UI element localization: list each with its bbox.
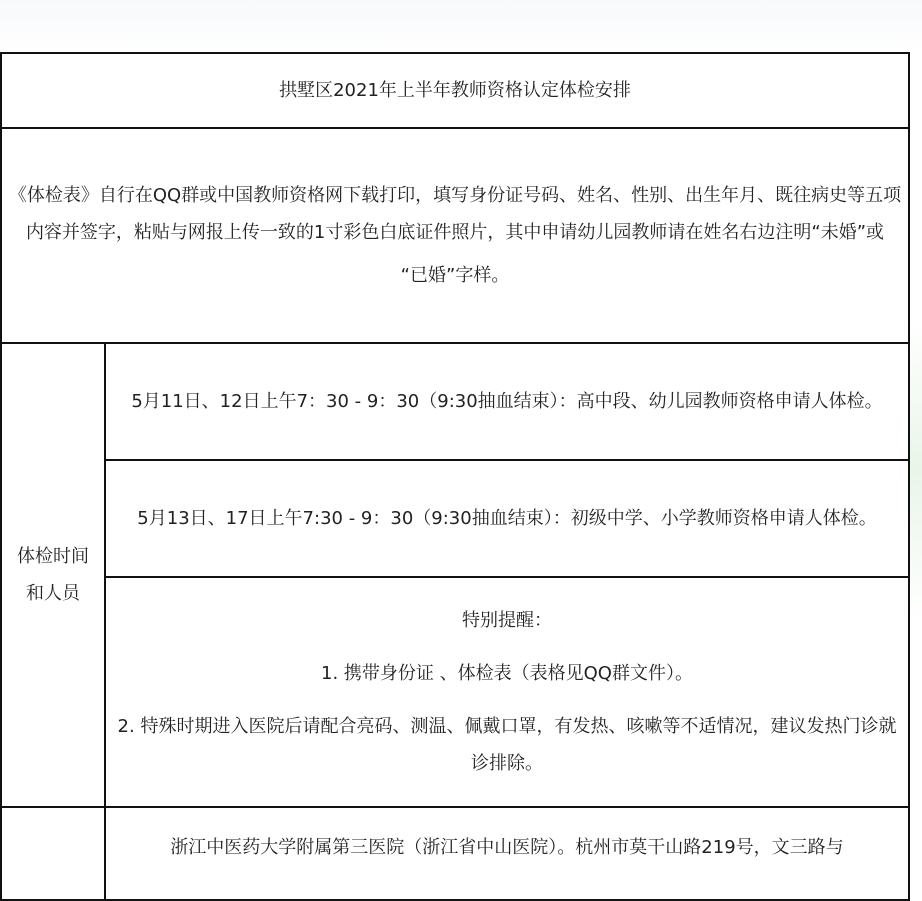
schedule-label-cell xyxy=(1,343,105,807)
reminder-heading: 特别提醒： xyxy=(462,610,552,631)
reminder-row xyxy=(1,577,909,807)
session-2-text: 5月13日、17日上午7:30 - 9：30（9:30抽血结束）：初级中学、小学教师资格申请人体检。 xyxy=(105,460,909,577)
form-instructions-text: 《体检表》自行在QQ群或中国教师资格网下载打印，填写身份证号码、姓名、性别、出生年月、既往病史等五项内容并签字，粘贴与网报上传一致的1寸彩色白底证件照片，其中申请幼儿园教师请在姓名右边注明“未婚”或 xyxy=(8,185,902,243)
reminder-cell xyxy=(105,577,909,807)
schedule-label-line-1: 体检时间 xyxy=(17,546,89,567)
notes-row xyxy=(1,128,909,343)
table-title-row xyxy=(1,53,909,128)
reminder-item-2: 2. 特殊时期进入医院后请配合亮码、测温、佩戴口罩，有发热、咳嗽等不适情况，建议发热门诊就诊排除。 xyxy=(117,716,897,774)
table-title: 拱墅区2021年上半年教师资格认定体检安排 xyxy=(1,53,909,128)
location-row xyxy=(1,807,909,900)
form-instructions-text-end: “已婚”字样。 xyxy=(400,265,510,286)
session-row-1 xyxy=(1,343,909,460)
location-label-cell xyxy=(1,807,105,900)
reminder-item-1: 1. 携带身份证 、体检表（表格见QQ群文件）。 xyxy=(321,663,693,684)
schedule-label-line-2: 和人员 xyxy=(26,583,80,604)
exam-schedule-table xyxy=(0,52,910,901)
session-1-text: 5月11日、12日上午7：30 - 9：30（9:30抽血结束）：高中段、幼儿园教师资格申请人体检。 xyxy=(105,343,909,460)
page-right-edge-shade xyxy=(908,320,922,620)
form-instructions-cell xyxy=(1,128,909,343)
session-row-2 xyxy=(1,460,909,577)
location-text: 浙江中医药大学附属第三医院（浙江省中山医院）。杭州市莫干山路219号，文三路与 xyxy=(105,807,909,900)
page-top-background xyxy=(0,0,922,52)
